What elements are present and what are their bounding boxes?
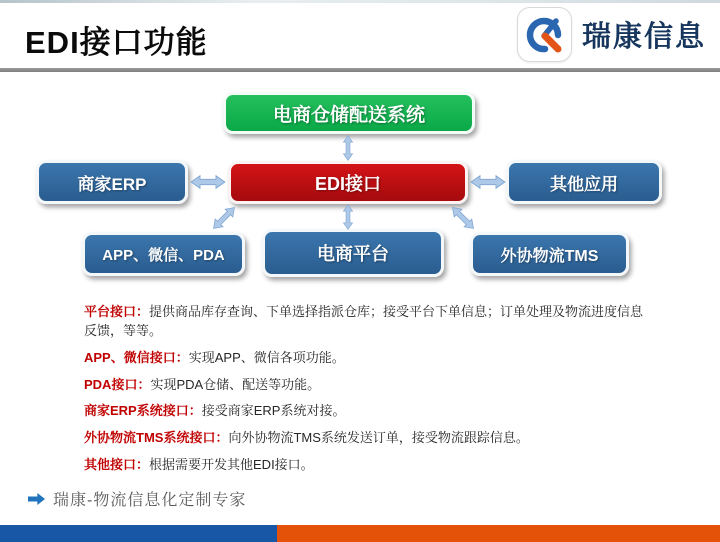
ruikang-logo-icon xyxy=(517,7,572,62)
double-arrow-icon-edi-tms xyxy=(446,201,480,235)
bottom-bar xyxy=(0,525,720,542)
bottom-bar-blue-segment xyxy=(0,525,277,542)
interface-desc-item xyxy=(84,456,650,475)
double-arrow-icon-edi-platform xyxy=(335,204,361,230)
node-ecommerce-platform: 电商平台 xyxy=(262,229,444,277)
desc-label: 其他接口： xyxy=(84,457,150,473)
node-merchant-erp: 商家ERP xyxy=(36,160,188,204)
desc-label: 商家ERP系统接口： xyxy=(84,403,202,419)
desc-text: 向外协物流TMS系统发送订单，接受物流跟踪信息。 xyxy=(228,430,529,446)
desc-label: 外协物流TMS系统接口： xyxy=(84,430,229,446)
node-edi-interface: EDI接口 xyxy=(228,161,468,204)
slide-header xyxy=(0,3,720,68)
desc-label: APP、微信接口： xyxy=(84,349,189,365)
brand-name: 瑞康信息 xyxy=(581,21,706,53)
node-app-wechat-pda: APP、微信、PDA xyxy=(82,232,245,276)
desc-text: 接受商家ERP系统对接。 xyxy=(201,403,346,419)
brand-block xyxy=(517,7,706,62)
interface-desc-item xyxy=(84,402,650,421)
bottom-bar-orange-segment xyxy=(277,525,720,542)
double-arrow-icon-wms-edi xyxy=(335,135,361,161)
interface-desc-item xyxy=(84,376,650,395)
desc-text: 提供商品库存查询、下单选择指派仓库；接受平台下单信息；订单处理及物流进度信息反馈，等等。 xyxy=(84,304,644,338)
node-other-apps: 其他应用 xyxy=(506,160,662,204)
desc-label: PDA接口： xyxy=(84,376,151,392)
interface-desc-item xyxy=(84,349,650,368)
interface-desc-item xyxy=(84,303,650,341)
double-arrow-icon-edi-other xyxy=(470,174,506,190)
footer-tagline: 瑞康-物流信息化定制专家 xyxy=(53,492,247,509)
desc-text: 实现APP、微信各项功能。 xyxy=(188,349,345,365)
node-warehouse-system: 电商仓储配送系统 xyxy=(223,92,475,134)
slide-footer xyxy=(28,487,246,510)
desc-text: 实现PDA仓储、配送等功能。 xyxy=(150,376,321,392)
interface-desc-item xyxy=(84,429,650,448)
desc-label: 平台接口： xyxy=(84,304,150,319)
desc-text: 根据需要开发其他EDI接口。 xyxy=(149,457,314,473)
double-arrow-icon-edi-apps xyxy=(207,201,241,235)
node-outsourced-tms: 外协物流TMS xyxy=(470,232,629,276)
page-title: EDI接口功能 xyxy=(25,25,208,60)
header-divider xyxy=(0,68,720,72)
double-arrow-icon-erp-edi xyxy=(190,174,226,190)
right-arrow-icon xyxy=(28,492,45,506)
interface-descriptions xyxy=(84,303,650,483)
